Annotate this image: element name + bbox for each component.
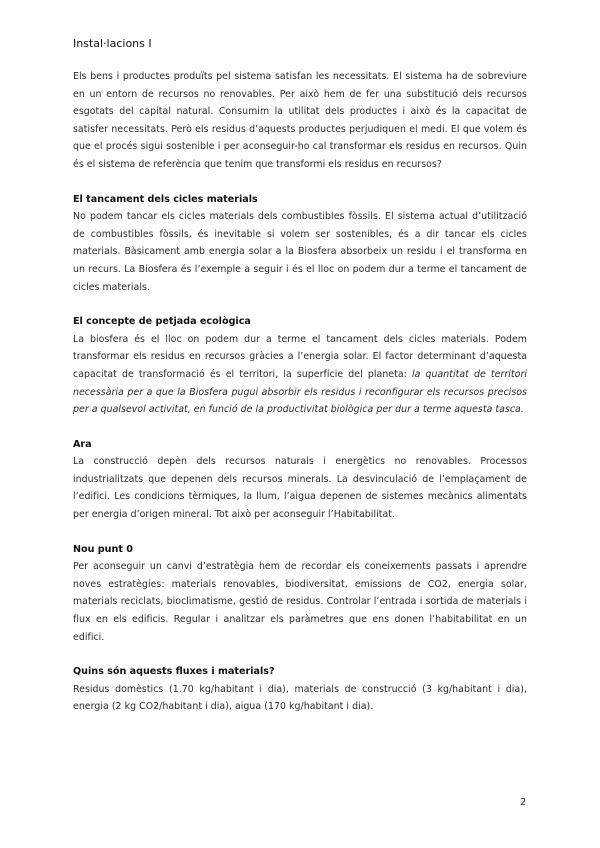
section-paragraph	[73, 331, 527, 419]
intro-paragraph: Els bens i productes produïts pel sistema satisfan les necessitats. El sistema ha de sobreviure en un entorn de recursos no renovables. Per això hem de fer una substitució dels recursos esgotats del capital natural. Consumim la utilitat dels productes i això és la capacitat de satisfer necessitats. Però els residus d’aquests productes perjudiquen el medi. El que volem és que el procés sigui sostenible i per aconseguir-ho cal transformar els residus en recursos. Quin és el sistema de referència que tenim que transformi els residus en recursos?	[73, 71, 527, 170]
section-paragraph: La construcció depèn dels recursos naturals i energètics no renovables. Processos industrialitzats que depenen dels recursos minerals. La desvinculació de l’emplaçament de l’edifici. Les condicions tèrmiques, la llum, l’aigua depenen de sistemes mecànics alimentats per energia d’origen mineral. Tot això per aconseguir l’Habitabilitat.	[73, 456, 527, 521]
section-cicles-materials	[73, 191, 527, 297]
section-heading: Quins són aquests fluxes i materials?	[73, 666, 275, 678]
document-body	[73, 68, 527, 716]
section-fluxes-materials	[73, 663, 527, 716]
section-ara	[73, 436, 527, 524]
section-heading: Nou punt 0	[73, 543, 133, 555]
paragraph-italic-definition: la quantitat de territori necessària per a que la Biosfera pugui absorbir els residus i reconfigurar els recursos precisos per a qualsevol activitat, en funció de la productivitat biològica per dur a terme aquesta tasca.	[73, 368, 527, 416]
paragraph-text: La biosfera és el lloc on podem dur a terme el tancament dels cicles materials. Podem transformar els residus en recursos gràcies a l’energia solar. El factor determinant d’aquesta capacitat de transformació és el territori, la superfície del planeta:	[73, 333, 527, 380]
page-number: 2	[520, 797, 527, 808]
section-nou-punt-0	[73, 541, 527, 647]
document-header-title: Instal·lacions I	[73, 37, 152, 50]
section-paragraph: Per aconseguir un canvi d’estratègia hem de recordar els coneixements passats i aprendre noves estratègies: materials renovables, biodiversitat, emissions de CO2, energia solar, materials reciclats, bioclimatisme, gestió de residus. Controlar l’entrada i sortida de materials i flux en els edificis. Regular i analitzar els paràmetres que ens donen l’habitabilitat en un edifici.	[73, 561, 527, 643]
section-paragraph: No podem tancar els cicles materials dels combustibles fòssils. El sistema actual d’utilització de combustibles fòssils, és inevitable si volem ser sostenibles, és a dir tancar els cicles materials. Bàsicament amb energia solar a la Biosfera absorbeix un residu i el transforma en un recurs. La Biosfera és l’exemple a seguir i és el lloc on podem dur a terme el tancament de cicles materials.	[73, 211, 527, 293]
section-heading: El concepte de petjada ecològica	[73, 316, 251, 328]
section-heading: Ara	[73, 438, 92, 450]
section-petjada-ecologica	[73, 313, 527, 419]
section-heading: El tancament dels cicles materials	[73, 193, 258, 205]
section-paragraph: Residus domèstics (1.70 kg/habitant i dia), materials de construcció (3 kg/habitant i dia), energia (2 kg CO2/habitant i dia), aigua (170 kg/habitant i dia).	[73, 683, 527, 713]
